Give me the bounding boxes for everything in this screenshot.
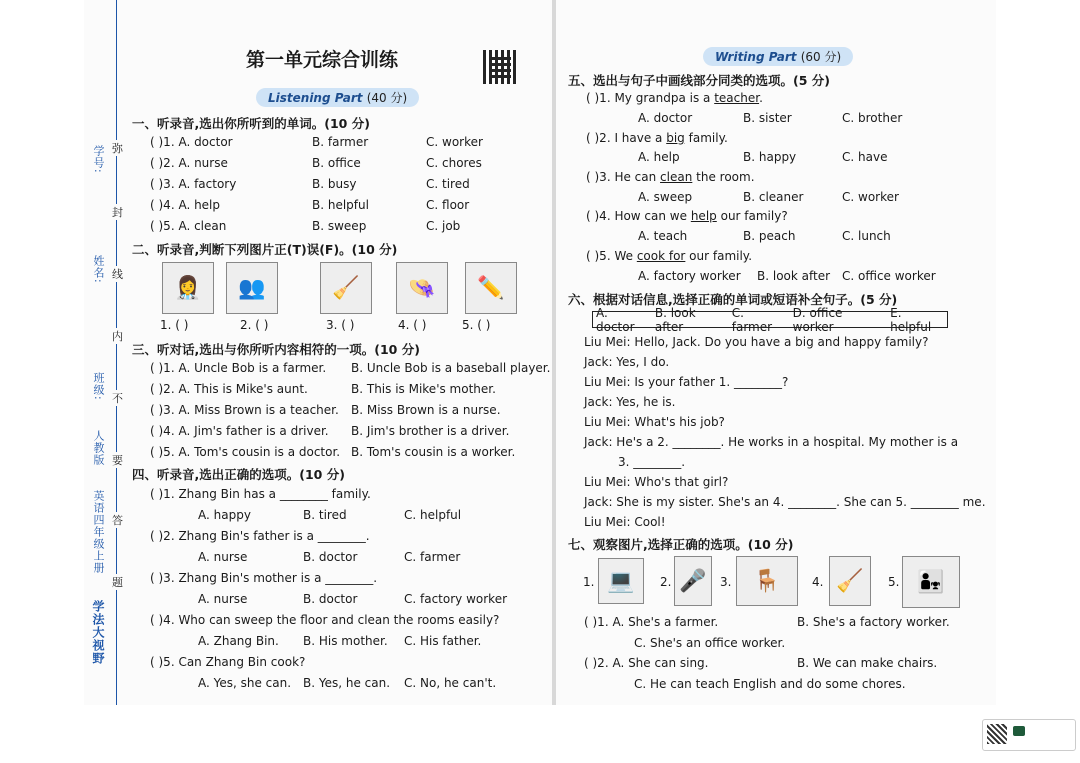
option-b: B. sister: [743, 111, 792, 125]
option-b: B. sweep: [312, 219, 367, 233]
dialog-option-a: ( )4. A. Jim's father is a driver.: [150, 424, 329, 438]
question-option-c: C. He can teach English and do some chores.: [634, 677, 906, 691]
option-c: C. factory worker: [404, 592, 508, 606]
margin-book: 英语四年级上册: [92, 490, 105, 574]
seal-char: 线: [112, 268, 123, 281]
seal-char: 封: [112, 206, 123, 219]
dialog-line: Liu Mei: Hello, Jack. Do you have a big and happy family?: [584, 335, 929, 349]
margin-edition: 人教版: [92, 430, 105, 466]
section-1-heading: 一、听录音,选出你所听到的单词。(10 分): [132, 116, 370, 131]
option-b: B. His mother.: [303, 634, 388, 648]
seal-char: 题: [112, 576, 123, 589]
dialog-line: Jack: She is my sister. She's an 4. ________. She can 5. ________ me.: [584, 495, 986, 509]
nurse-photo-icon: 👩‍⚕️: [162, 262, 214, 314]
word-option: B. look after: [654, 305, 696, 334]
option-c: C. worker: [426, 135, 483, 149]
dialog-line: 3. ________.: [618, 455, 686, 469]
seal-line: [116, 0, 117, 705]
word-option: A. doctor: [596, 305, 635, 334]
option-b: B. helpful: [312, 198, 369, 212]
word-bank: [592, 305, 948, 334]
picture-answer[interactable]: 5. ( ): [462, 318, 491, 332]
option-c: C. chores: [426, 156, 482, 170]
option-c: C. have: [842, 150, 888, 164]
option-b: B. look after: [757, 269, 831, 283]
option-c: C. lunch: [842, 229, 891, 243]
family-icon: 👨‍👧: [902, 556, 960, 608]
boy-writing-icon: ✏️: [465, 262, 517, 314]
question-row: ( )5. A. clean: [150, 219, 227, 233]
option-b: B. happy: [743, 150, 797, 164]
section-5-heading: 五、选出与句子中画线部分同类的选项。(5 分): [568, 73, 830, 88]
dialog-line: Jack: Yes, he is.: [584, 395, 676, 409]
question-option-a: ( )1. A. She's a farmer.: [584, 615, 719, 629]
option-a: A. Yes, she can.: [198, 676, 292, 690]
picture-answer[interactable]: 1. ( ): [160, 318, 189, 332]
listening-label: Listening Part: [268, 91, 363, 105]
dialog-line: Liu Mei: Who's that girl?: [584, 475, 729, 489]
seal-char: 要: [112, 454, 123, 467]
option-c: C. No, he can't.: [404, 676, 497, 690]
scanner-app-logo: [982, 719, 1076, 751]
option-a: A. doctor: [638, 111, 693, 125]
seal-char: 内: [112, 330, 123, 343]
margin-brand: 学法大视野: [91, 600, 105, 665]
word-option: E. helpful: [890, 305, 932, 334]
dialog-option-a: ( )3. A. Miss Brown is a teacher.: [150, 403, 339, 417]
section-6-heading: 六、根据对话信息,选择正确的单词或短语补全句子。(5 分): [568, 292, 898, 307]
qr-code-icon: [483, 50, 517, 84]
question-option-b: B. She's a factory worker.: [797, 615, 950, 629]
section-2-heading: 二、听录音,判断下列图片正(T)误(F)。(10 分): [132, 242, 398, 257]
picture-answer[interactable]: 2. ( ): [240, 318, 269, 332]
dialog-option-a: ( )2. A. This is Mike's aunt.: [150, 382, 308, 396]
word-option: C. farmer: [731, 305, 773, 334]
picture-number: 4.: [812, 575, 824, 589]
question-option-c: C. She's an office worker.: [634, 636, 786, 650]
option-b: B. cleaner: [743, 190, 804, 204]
question: ( )3. He can clean the room.: [586, 170, 755, 184]
seal-char: 不: [112, 392, 123, 405]
girl-singing-icon: 🎤: [674, 556, 712, 606]
option-c: C. His father.: [404, 634, 482, 648]
dialog-option-a: ( )1. A. Uncle Bob is a farmer.: [150, 361, 327, 375]
question-option-a: ( )2. A. She can sing.: [584, 656, 709, 670]
question: ( )5. We cook for our family.: [586, 249, 753, 263]
question: ( )3. Zhang Bin's mother is a ________.: [150, 571, 378, 585]
option-a: A. factory worker: [638, 269, 741, 283]
question: ( )1. My grandpa is a teacher.: [586, 91, 763, 105]
option-c: C. farmer: [404, 550, 461, 564]
dialog-line: Liu Mei: Is your father 1. ________?: [584, 375, 789, 389]
option-a: A. nurse: [198, 592, 248, 606]
option-b: B. tired: [303, 508, 347, 522]
writing-label: Writing Part: [715, 50, 797, 64]
dialog-line: Liu Mei: What's his job?: [584, 415, 725, 429]
page-spine: [552, 0, 556, 705]
option-b: B. doctor: [303, 550, 358, 564]
dialog-line: Jack: He's a 2. ________. He works in a hospital. My mother is a: [584, 435, 959, 449]
option-b: B. office: [312, 156, 361, 170]
section-4-heading: 四、听录音,选出正确的选项。(10 分): [132, 467, 345, 482]
app-badge-icon: [1013, 726, 1025, 736]
picture-number: 1.: [583, 575, 595, 589]
question-row: ( )1. A. doctor: [150, 135, 233, 149]
margin-name: 姓名:: [92, 255, 105, 284]
option-a: A. happy: [198, 508, 251, 522]
question: ( )1. Zhang Bin has a ________ family.: [150, 487, 371, 501]
margin-class: 班级:: [92, 372, 105, 401]
writing-banner: [703, 47, 853, 66]
question: ( )5. Can Zhang Bin cook?: [150, 655, 306, 669]
option-a: A. sweep: [638, 190, 693, 204]
word-option: D. office worker: [792, 305, 843, 334]
option-c: C. job: [426, 219, 461, 233]
question-row: ( )3. A. factory: [150, 177, 237, 191]
option-c: C. office worker: [842, 269, 936, 283]
section-3-heading: 三、听对话,选出与你所听内容相符的一项。(10 分): [132, 342, 420, 357]
office-desk-icon: 💻: [598, 558, 644, 604]
question-row: ( )2. A. nurse: [150, 156, 228, 170]
picture-number: 3.: [720, 575, 732, 589]
question-option-b: B. We can make chairs.: [797, 656, 938, 670]
dialog-option-b: B. Uncle Bob is a baseball player.: [351, 361, 551, 375]
option-b: B. peach: [743, 229, 796, 243]
sweeper-icon: 🧹: [829, 556, 871, 606]
option-b: B. farmer: [312, 135, 369, 149]
option-c: C. brother: [842, 111, 903, 125]
margin-number: 学号:: [92, 145, 105, 174]
dialog-option-b: B. This is Mike's mother.: [351, 382, 496, 396]
dialog-option-b: B. Tom's cousin is a worker.: [351, 445, 516, 459]
section-7-heading: 七、观察图片,选择正确的选项。(10 分): [568, 537, 794, 552]
question-row: ( )4. A. help: [150, 198, 221, 212]
listening-banner: [256, 88, 419, 107]
picture-number: 2.: [660, 575, 672, 589]
writing-score: (60 分): [800, 50, 842, 64]
farmer-photo-icon: 👒: [396, 262, 448, 314]
kitchen-chores-icon: 🧹: [320, 262, 372, 314]
option-c: C. tired: [426, 177, 470, 191]
question: ( )2. Zhang Bin's father is a ________.: [150, 529, 370, 543]
option-a: A. nurse: [198, 550, 248, 564]
option-a: A. teach: [638, 229, 688, 243]
question: ( )2. I have a big family.: [586, 131, 728, 145]
question: ( )4. Who can sweep the floor and clean the rooms easily?: [150, 613, 500, 627]
option-b: B. busy: [312, 177, 357, 191]
picture-number: 5.: [888, 575, 900, 589]
option-a: A. help: [638, 150, 680, 164]
option-b: B. Yes, he can.: [303, 676, 391, 690]
seal-char: 答: [112, 514, 123, 527]
seal-char: 弥: [112, 142, 123, 155]
option-c: C. worker: [842, 190, 899, 204]
dialog-option-a: ( )5. A. Tom's cousin is a doctor.: [150, 445, 341, 459]
picture-answer[interactable]: 4. ( ): [398, 318, 427, 332]
question: ( )4. How can we help our family?: [586, 209, 788, 223]
dialog-option-b: B. Jim's brother is a driver.: [351, 424, 510, 438]
dialog-option-b: B. Miss Brown is a nurse.: [351, 403, 501, 417]
dialog-line: Liu Mei: Cool!: [584, 515, 666, 529]
qr-code-icon: [987, 724, 1007, 744]
listening-score: (40 分): [366, 91, 408, 105]
option-a: A. Zhang Bin.: [198, 634, 279, 648]
factory-table-icon: 🪑: [736, 556, 798, 606]
dialog-line: Jack: Yes, I do.: [584, 355, 670, 369]
office-meeting-icon: 👥: [226, 262, 278, 314]
option-b: B. doctor: [303, 592, 358, 606]
option-c: C. helpful: [404, 508, 462, 522]
picture-answer[interactable]: 3. ( ): [326, 318, 355, 332]
option-c: C. floor: [426, 198, 470, 212]
page-title: 第一单元综合训练: [246, 49, 399, 71]
